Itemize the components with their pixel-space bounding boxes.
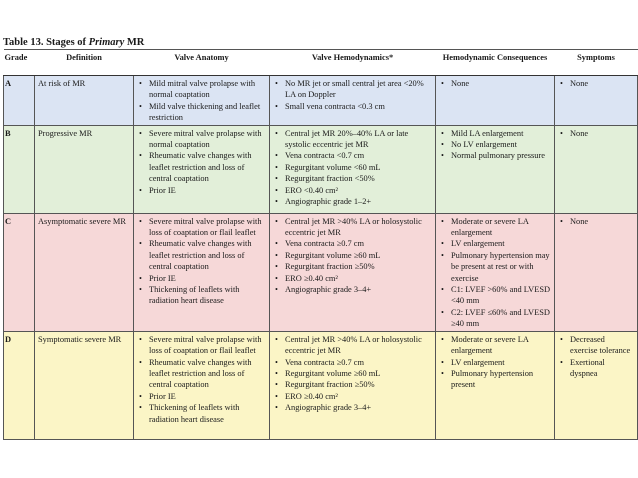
header-symptoms: Symptoms [555,50,638,76]
hemodynamics-cell [270,76,436,126]
symptoms-list [558,216,634,227]
bullet-item: • LV enlargement [439,238,551,249]
consequences-cell [436,213,555,331]
header-grade: Grade [4,50,35,76]
grade-cell: C [4,213,35,331]
bullet-item: • Central jet MR >40% LA or holosystolic eccentric jet MR [273,334,432,357]
table-row [4,331,638,439]
symptoms-cell [555,331,638,439]
consequences-list [439,334,551,391]
symptoms-list [558,334,634,380]
anatomy-list [137,216,266,307]
mr-stages-table [3,49,638,440]
bullet-item: • ERO ≥0.40 cm² [273,391,432,402]
consequences-list [439,128,551,162]
bullet-item: • Exertional dyspnea [558,357,634,380]
bullet-item: • C1: LVEF >60% and LVESD <40 mm [439,284,551,307]
bullet-item: • Decreased exercise tolerance [558,334,634,357]
table-body [4,76,638,440]
table-row [4,76,638,126]
table-title-prefix: Table 13. Stages of [3,37,89,48]
bullet-item: • Moderate or severe LA enlargement [439,216,551,239]
bullet-item: • Mild valve thickening and leaflet restriction [137,101,266,124]
bullet-item: • Angiographic grade 3–4+ [273,402,432,413]
symptoms-cell [555,213,638,331]
bullet-item: • Prior IE [137,185,266,196]
header-row [4,50,638,76]
bullet-item: • No LV enlargement [439,139,551,150]
symptoms-list [558,128,634,139]
anatomy-cell [134,125,270,213]
anatomy-cell [134,213,270,331]
hemodynamics-list [273,128,432,208]
table-row [4,125,638,213]
hemodynamics-cell [270,331,436,439]
bullet-item: • Mild mitral valve prolapse with normal coaptation [137,78,266,101]
bullet-item: • Rheumatic valve changes with leaflet restriction and loss of central coaptation [137,150,266,184]
hemodynamics-list [273,78,432,112]
bullet-item: • Small vena contracta <0.3 cm [273,101,432,112]
bullet-item: • None [558,216,634,227]
bullet-item: • Regurgitant fraction ≥50% [273,261,432,272]
bullet-item: • Regurgitant volume ≥60 mL [273,250,432,261]
bullet-item: • Severe mitral valve prolapse with loss of coaptation or flail leaflet [137,334,266,357]
consequences-cell [436,76,555,126]
bullet-item: • Prior IE [137,273,266,284]
anatomy-cell [134,331,270,439]
bullet-item: • No MR jet or small central jet area <20% LA on Doppler [273,78,432,101]
bullet-item: • Regurgitant volume ≥60 mL [273,368,432,379]
table-title-suffix: MR [124,37,145,48]
consequences-list [439,216,551,330]
table-row [4,213,638,331]
symptoms-cell [555,125,638,213]
definition-cell: Progressive MR [35,125,134,213]
bullet-item: • Central jet MR >40% LA or holosystolic eccentric jet MR [273,216,432,239]
bullet-item: • Vena contracta <0.7 cm [273,150,432,161]
bullet-item: • Rheumatic valve changes with leaflet restriction and loss of central coaptation [137,238,266,272]
table-title [3,37,144,48]
bullet-item: • Vena contracta ≥0.7 cm [273,357,432,368]
bullet-item: • Thickening of leaflets with radiation heart disease [137,402,266,425]
bullet-item: • Thickening of leaflets with radiation heart disease [137,284,266,307]
bullet-item: • C2: LVEF ≤60% and LVESD ≥40 mm [439,307,551,330]
bullet-item: • Mild LA enlargement [439,128,551,139]
hemodynamics-list [273,216,432,296]
bullet-item: • Severe mitral valve prolapse with loss of coaptation or flail leaflet [137,216,266,239]
bullet-item: • LV enlargement [439,357,551,368]
bullet-item: • Regurgitant fraction ≥50% [273,379,432,390]
anatomy-list [137,334,266,425]
bullet-item: • Moderate or severe LA enlargement [439,334,551,357]
bullet-item: • Severe mitral valve prolapse with normal coaptation [137,128,266,151]
bullet-item: • Pulmonary hypertension may be present at rest or with exercise [439,250,551,284]
bullet-item: • None [439,78,551,89]
bullet-item: • Regurgitant volume <60 mL [273,162,432,173]
consequences-cell [436,125,555,213]
header-hemodynamic-consequences: Hemodynamic Consequences [436,50,555,76]
grade-cell: B [4,125,35,213]
bullet-item: • ERO <0.40 cm² [273,185,432,196]
definition-cell: Symptomatic severe MR [35,331,134,439]
anatomy-cell [134,76,270,126]
consequences-list [439,78,551,89]
header-valve-hemodynamics: Valve Hemodynamics* [270,50,436,76]
bullet-item: • Angiographic grade 1–2+ [273,196,432,207]
definition-cell: Asymptomatic severe MR [35,213,134,331]
bullet-item: • Vena contracta ≥0.7 cm [273,238,432,249]
bullet-item: • None [558,128,634,139]
grade-cell: A [4,76,35,126]
bullet-item: • Normal pulmonary pressure [439,150,551,161]
hemodynamics-list [273,334,432,414]
consequences-cell [436,331,555,439]
bullet-item: • ERO ≥0.40 cm² [273,273,432,284]
bullet-item: • Rheumatic valve changes with leaflet restriction and loss of central coaptation [137,357,266,391]
header-definition: Definition [35,50,134,76]
hemodynamics-cell [270,213,436,331]
bullet-item: • Central jet MR 20%–40% LA or late systolic eccentric jet MR [273,128,432,151]
grade-cell: D [4,331,35,439]
symptoms-list [558,78,634,89]
table-header [4,50,638,76]
symptoms-cell [555,76,638,126]
bullet-item: • None [558,78,634,89]
hemodynamics-cell [270,125,436,213]
anatomy-list [137,78,266,124]
header-valve-anatomy: Valve Anatomy [134,50,270,76]
bullet-item: • Angiographic grade 3–4+ [273,284,432,295]
anatomy-list [137,128,266,196]
bullet-item: • Pulmonary hypertension present [439,368,551,391]
definition-cell: At risk of MR [35,76,134,126]
table-title-italic: Primary [88,37,125,48]
bullet-item: • Prior IE [137,391,266,402]
bullet-item: • Regurgitant fraction <50% [273,173,432,184]
